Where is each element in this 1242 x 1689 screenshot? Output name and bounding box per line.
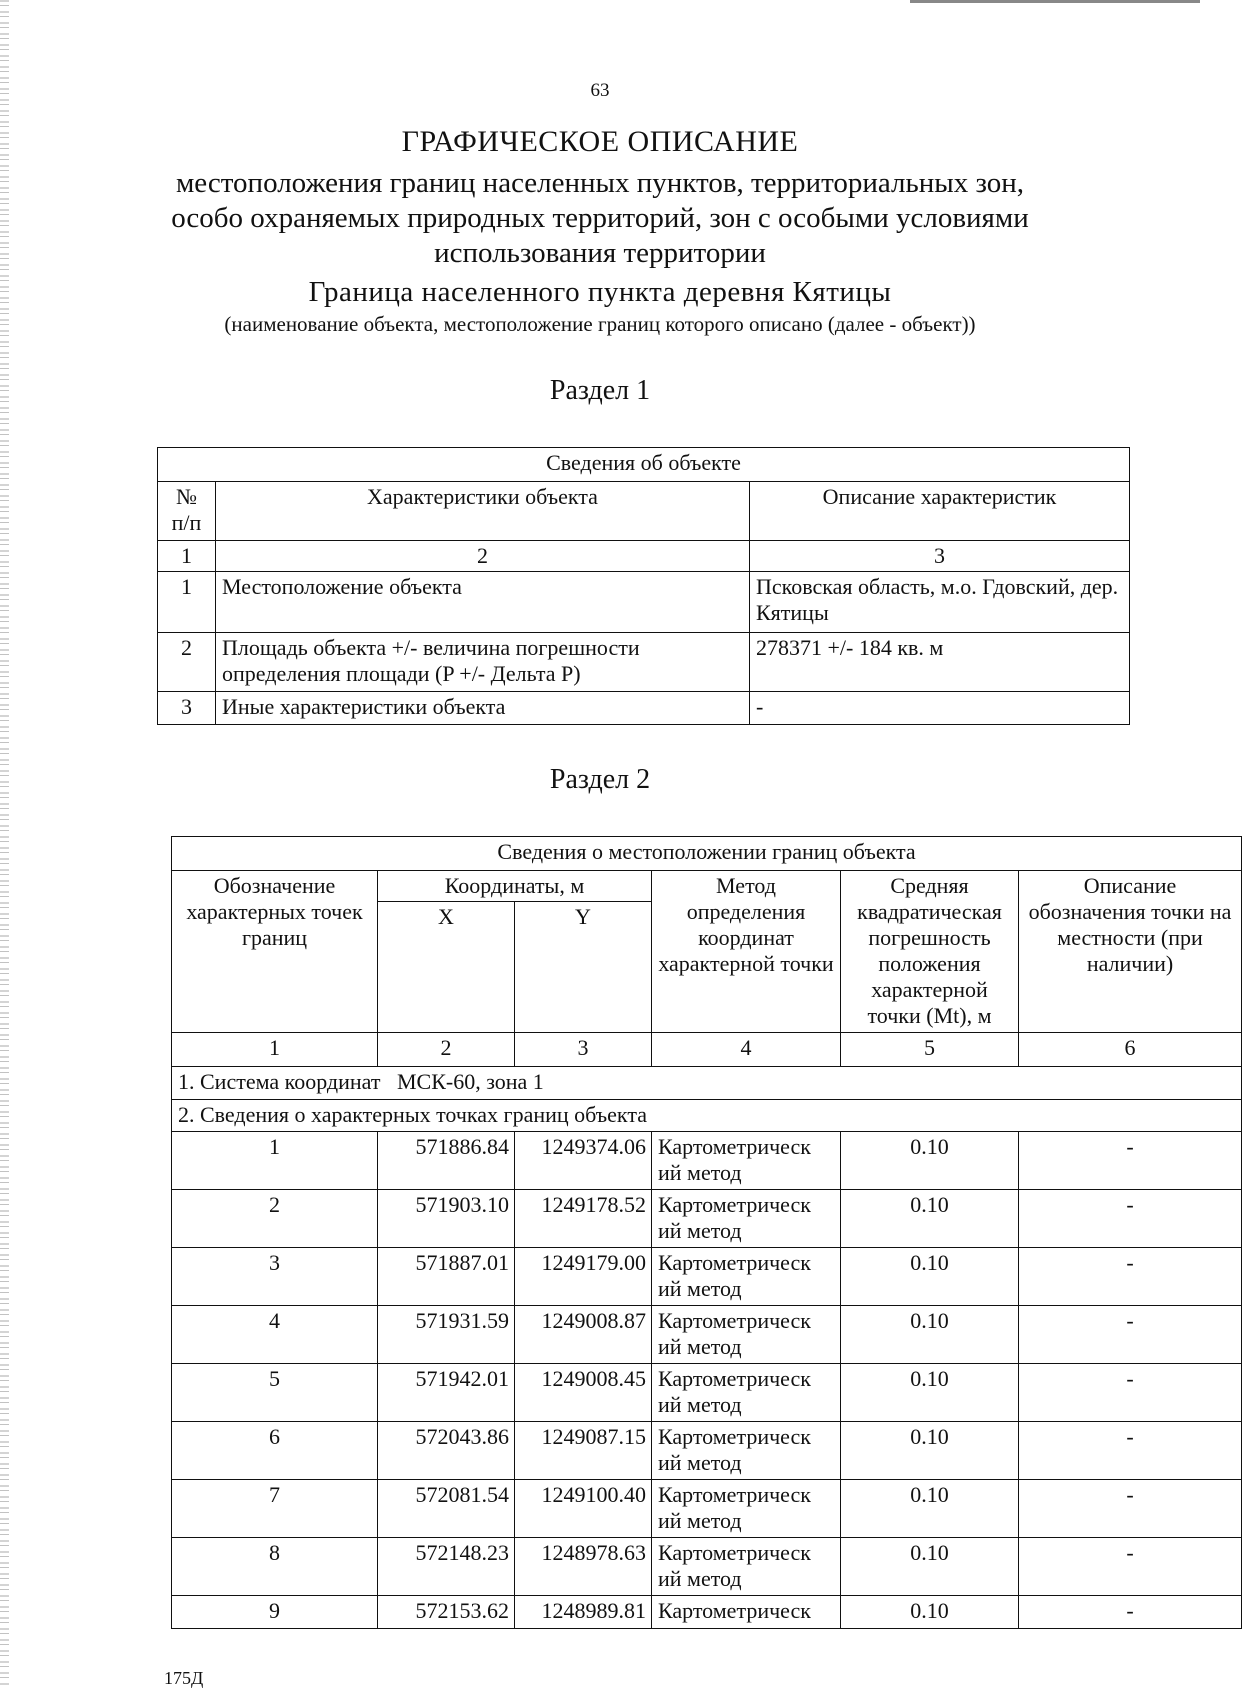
header-point: Обозначение характерных точек границ (172, 871, 378, 1033)
y-coordinate-cell: 1249087.15 (515, 1422, 652, 1480)
method-cell: Картометрическ ий метод (652, 1538, 841, 1596)
point-cell: 2 (172, 1190, 378, 1248)
table-row (172, 1480, 1242, 1538)
method-cell: Картометрическ ий метод (652, 1306, 841, 1364)
characteristic-cell: Иные характеристики объекта (216, 692, 750, 725)
column-number: 5 (841, 1033, 1019, 1067)
x-coordinate-cell: 571942.01 (378, 1364, 515, 1422)
description-cell: Псковская область, м.о. Гдовский, дер. Кятицы (750, 572, 1130, 633)
table-row (158, 692, 1130, 725)
document-title: ГРАФИЧЕСКОЕ ОПИСАНИЕ (401, 125, 799, 158)
characteristic-cell: Местоположение объекта (216, 572, 750, 633)
table-row (158, 572, 1130, 633)
table-row (172, 1190, 1242, 1248)
error-cell: 0.10 (841, 1132, 1019, 1190)
x-coordinate-cell: 572148.23 (378, 1538, 515, 1596)
point-cell: 5 (172, 1364, 378, 1422)
y-coordinate-cell: 1249179.00 (515, 1248, 652, 1306)
x-coordinate-cell: 572153.62 (378, 1596, 515, 1629)
x-coordinate-cell: 571903.10 (378, 1190, 515, 1248)
error-cell: 0.10 (841, 1480, 1019, 1538)
method-cell: Картометрическ ий метод (652, 1422, 841, 1480)
column-number: 6 (1019, 1033, 1242, 1067)
column-number: 1 (158, 541, 216, 572)
boundary-points-table-wrapper (171, 836, 1232, 1629)
header-x: X (378, 902, 515, 1033)
table-row (172, 1538, 1242, 1596)
point-cell: 9 (172, 1596, 378, 1629)
coordinate-system-row: 1. Система координат МСК-60, зона 1 (172, 1067, 1242, 1100)
y-coordinate-cell: 1249178.52 (515, 1190, 652, 1248)
subtitle-line: особо охраняемых природных территорий, зон с особыми условиями (171, 202, 1029, 234)
description-cell: 278371 +/- 184 кв. м (750, 633, 1130, 692)
header-characteristic: Характеристики объекта (216, 482, 750, 541)
table-row (172, 1248, 1242, 1306)
error-cell: 0.10 (841, 1248, 1019, 1306)
point-description-cell: - (1019, 1480, 1242, 1538)
object-info-table (157, 447, 1130, 725)
point-description-cell: - (1019, 1596, 1242, 1629)
page-number: 63 (590, 80, 610, 101)
table-row (158, 633, 1130, 692)
table-row (172, 1596, 1242, 1629)
table-row (172, 1422, 1242, 1480)
point-cell: 6 (172, 1422, 378, 1480)
method-cell: Картометрическ ий метод (652, 1190, 841, 1248)
column-number: 3 (750, 541, 1130, 572)
table-row (172, 1364, 1242, 1422)
document-subtitle (0, 166, 1200, 271)
header-error: Средняя квадратическая погрешность положения характерной точки (Mt), м (841, 871, 1019, 1033)
method-cell: Картометрическ ий метод (652, 1132, 841, 1190)
table-row (172, 1132, 1242, 1190)
x-coordinate-cell: 571931.59 (378, 1306, 515, 1364)
point-cell: 1 (172, 1132, 378, 1190)
scan-edge-top (910, 0, 1200, 3)
column-number: 1 (172, 1033, 378, 1067)
section1-heading: Раздел 1 (549, 375, 651, 406)
header-y: Y (515, 902, 652, 1033)
subtitle-line: использования территории (434, 237, 766, 269)
boundary-table-title: Сведения о местоположении границ объекта (172, 837, 1242, 871)
point-cell: 4 (172, 1306, 378, 1364)
point-cell: 8 (172, 1538, 378, 1596)
method-cell: Картометрическ ий метод (652, 1364, 841, 1422)
header-description: Описание характеристик (750, 482, 1130, 541)
x-coordinate-cell: 571886.84 (378, 1132, 515, 1190)
point-description-cell: - (1019, 1422, 1242, 1480)
point-cell: 7 (172, 1480, 378, 1538)
characteristic-cell: Площадь объекта +/- величина погрешности определения площади (P +/- Дельта P) (216, 633, 750, 692)
description-cell: - (750, 692, 1130, 725)
error-cell: 0.10 (841, 1596, 1019, 1629)
boundary-points-table (171, 836, 1242, 1629)
object-info-title: Сведения об объекте (158, 448, 1130, 482)
row-number: 1 (158, 572, 216, 633)
row-number: 3 (158, 692, 216, 725)
method-cell: Картометрическ ий метод (652, 1480, 841, 1538)
footer-code: 175Д (164, 1668, 204, 1688)
method-cell: Картометрическ (652, 1596, 841, 1629)
table-row (172, 1306, 1242, 1364)
column-number: 3 (515, 1033, 652, 1067)
points-title-row: 2. Сведения о характерных точках границ объекта (172, 1100, 1242, 1132)
y-coordinate-cell: 1249008.87 (515, 1306, 652, 1364)
column-number: 2 (378, 1033, 515, 1067)
point-description-cell: - (1019, 1132, 1242, 1190)
section2-heading: Раздел 2 (549, 764, 651, 795)
object-name: Граница населенного пункта деревня Кятицы (308, 276, 892, 308)
x-coordinate-cell: 572043.86 (378, 1422, 515, 1480)
x-coordinate-cell: 571887.01 (378, 1248, 515, 1306)
y-coordinate-cell: 1248978.63 (515, 1538, 652, 1596)
object-caption: (наименование объекта, местоположение границ которого описано (далее - объект)) (224, 312, 976, 336)
error-cell: 0.10 (841, 1306, 1019, 1364)
method-cell: Картометрическ ий метод (652, 1248, 841, 1306)
column-number: 4 (652, 1033, 841, 1067)
header-desc: Описание обозначения точки на местности (при наличии) (1019, 871, 1242, 1033)
point-description-cell: - (1019, 1538, 1242, 1596)
point-cell: 3 (172, 1248, 378, 1306)
header-method: Метод определения координат характерной точки (652, 871, 841, 1033)
error-cell: 0.10 (841, 1422, 1019, 1480)
row-number: 2 (158, 633, 216, 692)
column-number: 2 (216, 541, 750, 572)
error-cell: 0.10 (841, 1538, 1019, 1596)
error-cell: 0.10 (841, 1364, 1019, 1422)
header-coords: Координаты, м (378, 871, 652, 902)
subtitle-line: местоположения границ населенных пунктов, территориальных зон, (175, 167, 1025, 199)
points-body (172, 1132, 1242, 1629)
x-coordinate-cell: 572081.54 (378, 1480, 515, 1538)
point-description-cell: - (1019, 1248, 1242, 1306)
y-coordinate-cell: 1249374.06 (515, 1132, 652, 1190)
point-description-cell: - (1019, 1190, 1242, 1248)
y-coordinate-cell: 1248989.81 (515, 1596, 652, 1629)
error-cell: 0.10 (841, 1190, 1019, 1248)
y-coordinate-cell: 1249008.45 (515, 1364, 652, 1422)
header-number: № п/п (158, 482, 216, 541)
point-description-cell: - (1019, 1306, 1242, 1364)
point-description-cell: - (1019, 1364, 1242, 1422)
y-coordinate-cell: 1249100.40 (515, 1480, 652, 1538)
